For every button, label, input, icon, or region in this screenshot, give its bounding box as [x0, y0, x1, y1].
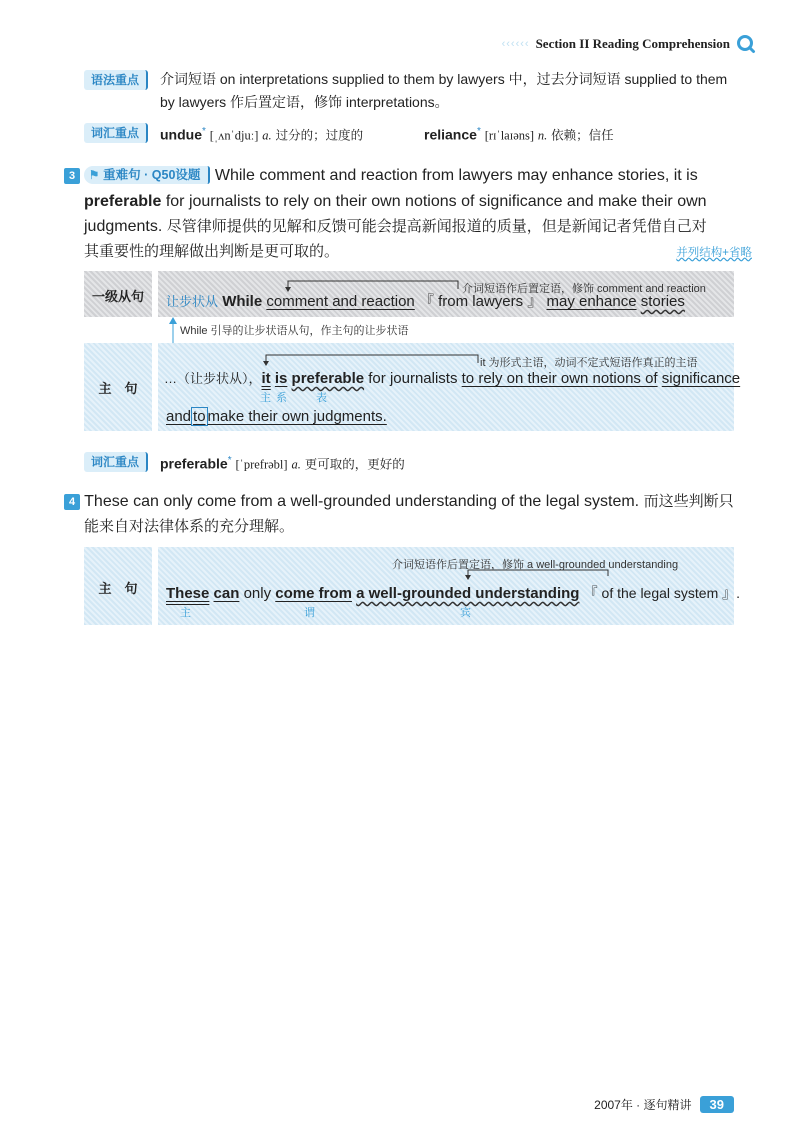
difficult-sentence-tag: ⚑ 重难句 · Q50设题 [84, 166, 210, 184]
sentence-number-3: 3 [64, 168, 80, 184]
grammar-note-line-2: by lawyers 作后置定语，修饰 interpretations。 [160, 94, 449, 110]
role-object-4: 宾 [460, 607, 471, 619]
role-subject-4: 主 [180, 607, 191, 619]
grammar-note-tag: 语法重点 [84, 70, 148, 90]
role-subject-3: 主 [260, 392, 271, 404]
vocab-entry-preferable: preferable* [ˈprefrəbl] a. 更可取的，更好的 [160, 455, 405, 472]
sub-clause-annotation: 介词短语作后置定语，修饰 comment and reaction [462, 283, 706, 295]
vocab-entry-reliance: reliance* [rɪˈlaɪəns] n. 依赖；信任 [424, 126, 614, 143]
sub-clause-label: 一级从句 [91, 289, 144, 304]
sentence-3-line-1: 3 ⚑ 重难句 · Q50设题 While comment and reaction from lawyers may enhance stories, it is [64, 163, 698, 189]
main-clause-label: 主 句 [98, 381, 138, 396]
header-arrows: ‹‹‹‹‹‹ [501, 38, 530, 50]
grammar-note-line-1: 介词短语 on interpretations supplied to them by lawyers 中，过去分词短语 supplied to them [160, 71, 728, 87]
analysis-4-annotation: 介词短语作后置定语，修饰 a well-grounded understanding [392, 559, 679, 571]
footer-text: 2007年 · 逐句精讲 [594, 1098, 692, 1112]
sentence-3-line-2: preferable for journalists to rely on their own notions of significance and make their own [84, 193, 707, 210]
main-clause-sentence-1: …（让步状从），it is preferable for journalists to rely on their own notions of significance [164, 370, 741, 387]
sentence-3-line-4: 其重要性的理解做出判断是更可取的。 [84, 244, 340, 260]
sub-clause-sentence: 让步状从 While comment and reaction 『 from lawyers 』 may enhance stories [166, 293, 685, 310]
running-header [502, 34, 756, 54]
main-clause-4-label: 主 句 [98, 581, 138, 596]
vocab-tag-2: 词汇重点 [84, 452, 148, 472]
role-copula-3: 系 [276, 392, 287, 404]
role-predicate-4: 谓 [304, 607, 315, 619]
sentence-3-line-3: judgments. 尽管律师提供的见解和反馈可能会提高新闻报道的质量，但是新闻记者凭借自己对 [84, 218, 707, 235]
page-footer [594, 1096, 734, 1113]
analysis-4-sentence: These can only come from a well-grounded understanding 『 of the legal system 』. [166, 585, 741, 602]
vocab-entry-undue: undue* [ˌʌnˈdjuː] a. 过分的；过度的 [160, 126, 364, 143]
main-clause-sentence-2: and to make their own judgments. [166, 408, 387, 425]
header-title: Section II Reading Comprehension [535, 36, 730, 51]
sentence-4-line-1: 4 These can only come from a well-grounded understanding of the legal system. 而这些判断只 [64, 489, 734, 515]
page-number: 39 [700, 1096, 734, 1113]
flag-icon: ⚑ [88, 168, 100, 182]
while-clause-note: While 引导的让步状语从句，作主句的让步状语 [180, 325, 409, 337]
main-clause-annotation: it 为形式主语，动词不定式短语作真正的主语 [480, 357, 698, 369]
sentence-number-4: 4 [64, 494, 80, 510]
role-predicative-3: 表 [316, 392, 327, 404]
magnifier-icon [736, 34, 756, 54]
sentence-4-line-2: 能来自对法律体系的充分理解。 [84, 519, 295, 535]
vocab-tag-1: 词汇重点 [84, 123, 148, 143]
side-note-parallel: 并列结构+省略 [676, 247, 752, 259]
analysis-4-bracket [158, 566, 734, 580]
